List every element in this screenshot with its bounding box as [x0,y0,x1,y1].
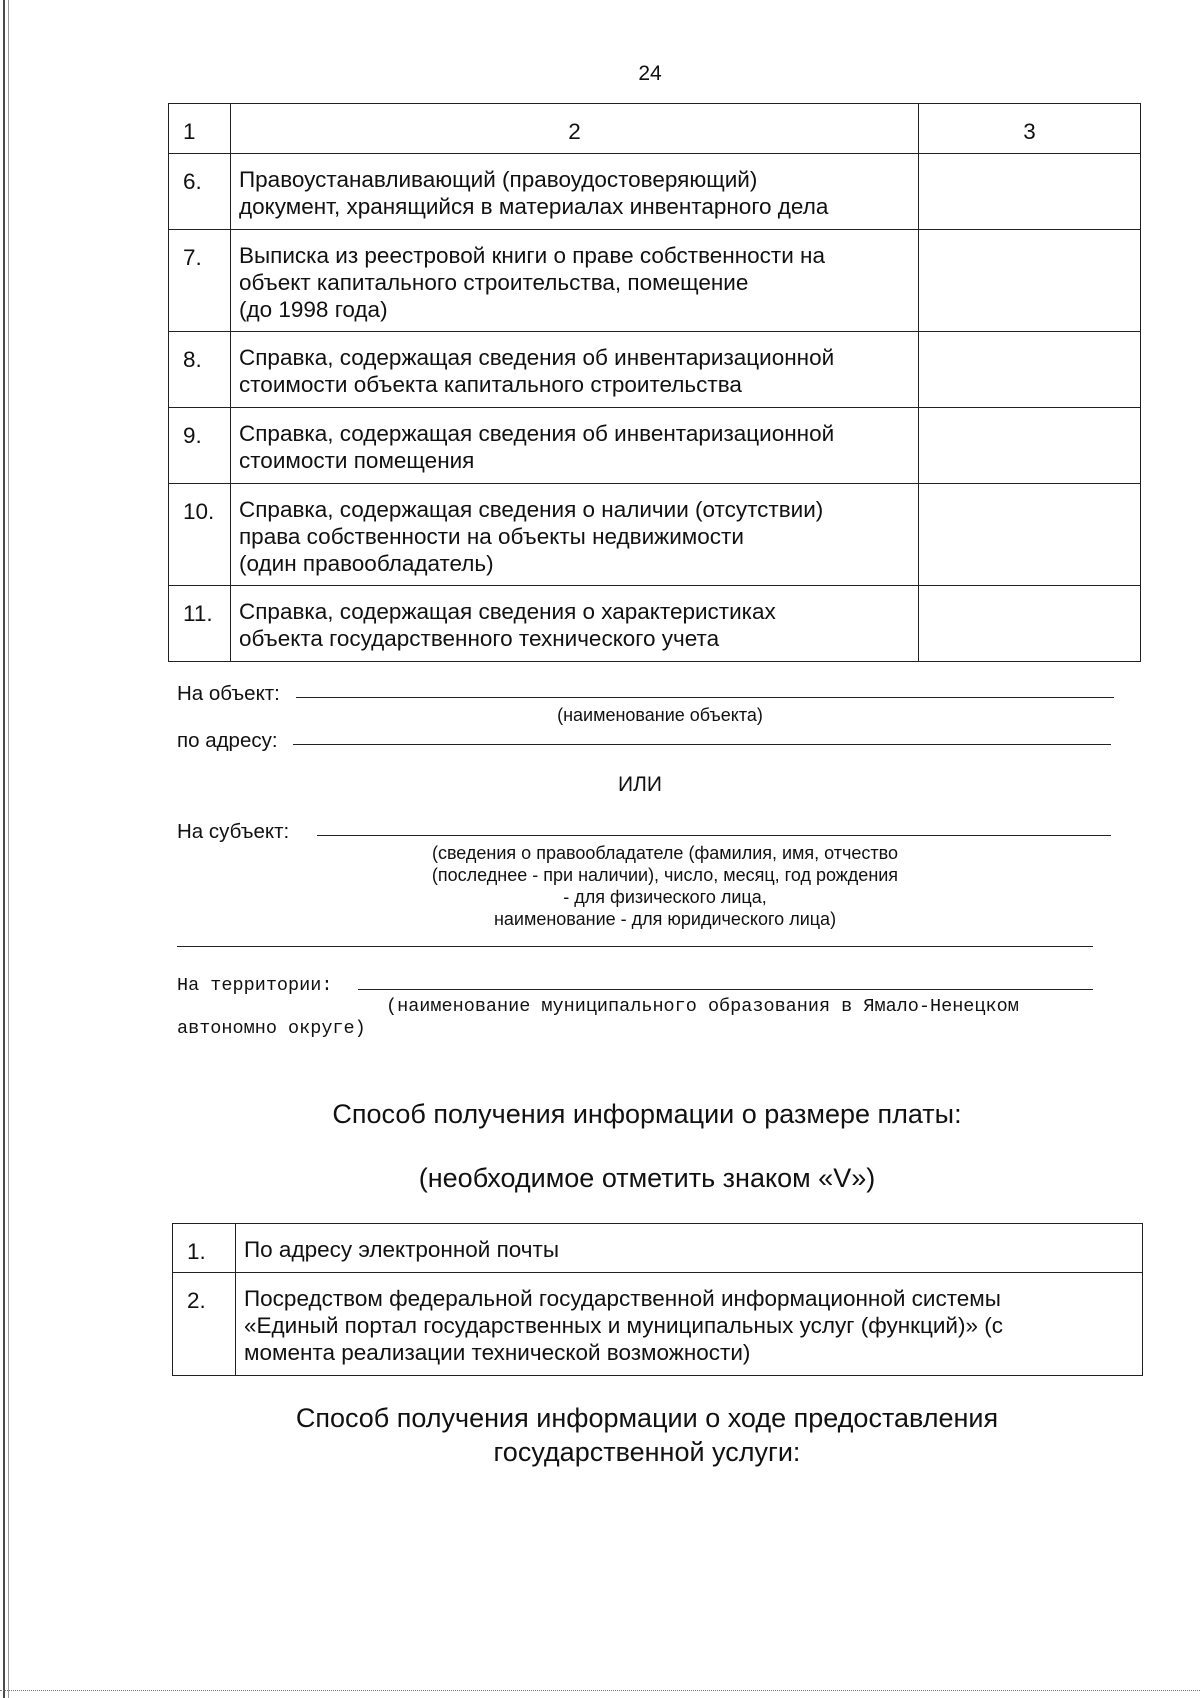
row-number: 11. [169,586,231,662]
documents-table [168,103,1141,662]
row-line: (до 1998 года) [239,297,388,322]
territory-field[interactable] [358,989,1093,990]
table-row [169,408,1141,484]
row-number: 6. [169,154,231,230]
row-mark-cell[interactable] [919,408,1141,484]
option-description [236,1224,1143,1273]
header-col-1: 1 [169,104,231,154]
table-row [169,332,1141,408]
row-mark-cell[interactable] [919,586,1141,662]
option-line: момента реализации технической возможности) [244,1340,751,1365]
row-description [231,484,919,586]
row-description [231,154,919,230]
table-row [169,586,1141,662]
table-row [169,484,1141,586]
table-row[interactable] [173,1273,1143,1376]
row-description [231,408,919,484]
row-line: Правоустанавливающий (правоудостоверяющий) [239,167,758,192]
option-description [236,1273,1143,1376]
object-label: На объект: [177,682,280,705]
table-header-row [169,104,1141,154]
row-line: Справка, содержащая сведения об инвентаризационной [239,345,835,370]
row-description [231,586,919,662]
table-row[interactable] [173,1224,1143,1273]
option-line: «Единый портал государственных и муниципальных услуг (функций)» (с [244,1313,1003,1338]
row-line: стоимости помещения [239,448,475,473]
row-number: 7. [169,230,231,332]
row-line: права собственности на объекты недвижимости [239,524,744,549]
payment-info-subheading: (необходимое отметить знаком «V») [418,1163,876,1193]
row-line: объекта государственного технического учета [239,626,720,651]
subject-hint [330,842,1000,930]
row-line: Справка, содержащая сведения о наличии (отсутствии) [239,497,824,522]
subject-field[interactable] [317,835,1111,836]
row-line: документ, хранящийся в материалах инвентарного дела [239,194,829,219]
table-row [169,154,1141,230]
object-name-field[interactable] [296,697,1114,698]
option-number: 1. [173,1224,236,1273]
page-number: 24 [638,62,662,85]
progress-info-heading: Способ получения информации о ходе предоставления [295,1403,999,1433]
row-number: 8. [169,332,231,408]
row-description [231,332,919,408]
row-line: стоимости объекта капитального строительства [239,372,742,397]
row-number: 9. [169,408,231,484]
row-line: Справка, содержащая сведения о характеристиках [239,599,776,624]
territory-label: На территории: [177,975,333,996]
table-row [169,230,1141,332]
subject-hint-line: (сведения о правообладателе (фамилия, имя, отчество [431,843,899,863]
row-mark-cell[interactable] [919,332,1141,408]
object-hint: (наименование объекта) [557,705,763,725]
option-number: 2. [173,1273,236,1376]
subject-label: На субъект: [177,820,290,843]
address-field[interactable] [293,744,1111,745]
row-line: Выписка из реестровой книги о праве собственности на [239,243,825,268]
header-col-3: 3 [919,104,1141,154]
row-line: (один правообладатель) [239,551,494,576]
payment-options-table [172,1223,1143,1376]
row-description [231,230,919,332]
territory-hint-line-1: (наименование муниципального образования в Ямало-Ненецком [386,996,1019,1017]
progress-info-heading-line-2: государственной услуги: [493,1437,801,1467]
header-col-2: 2 [231,104,919,154]
subject-field-continuation[interactable] [177,946,1093,947]
row-line: объект капитального строительства, помещение [239,270,749,295]
scan-bottom-edge [0,1690,1200,1692]
row-line: Справка, содержащая сведения об инвентаризационной [239,421,835,446]
subject-hint-line: - для физического лица, [563,887,767,907]
or-separator: ИЛИ [618,773,662,796]
option-line: По адресу электронной почты [244,1237,559,1262]
territory-hint-line-2: автономно округе) [177,1018,366,1039]
row-mark-cell[interactable] [919,154,1141,230]
option-line: Посредством федеральной государственной информационной системы [244,1286,1001,1311]
payment-info-heading: Способ получения информации о размере платы: [332,1099,962,1129]
row-mark-cell[interactable] [919,484,1141,586]
subject-hint-line: наименование - для юридического лица) [493,909,837,929]
row-number: 10. [169,484,231,586]
row-mark-cell[interactable] [919,230,1141,332]
subject-hint-line: (последнее - при наличии), число, месяц, год рождения [431,865,899,885]
address-label: по адресу: [177,729,278,752]
